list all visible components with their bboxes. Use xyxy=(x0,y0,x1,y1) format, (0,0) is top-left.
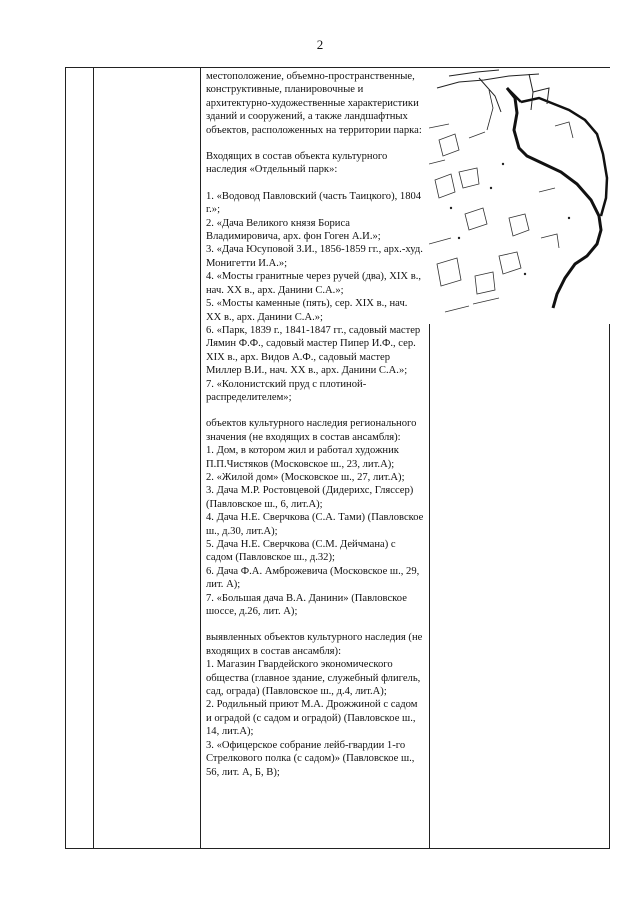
list-item: 6. Дача Ф.А. Амброжевича (Московское ш., 29, лит. А); xyxy=(206,565,420,591)
document-table xyxy=(65,67,610,849)
list-item: 5. «Мосты каменные (пять), сер. XIX в., нач. XX в., арх. Данини С.А.»; xyxy=(206,298,408,323)
list-item: 3. Дача М.Р. Ростовцевой (Дидерихс, Гляссер) (Павловское ш., 6, лит.А); xyxy=(206,485,414,510)
group2-heading: объектов культурного наследия регионального значения (не входящих в состав ансамбля): xyxy=(206,418,417,443)
column-divider-2 xyxy=(200,68,201,848)
page-number: 2 xyxy=(316,37,324,52)
description-column xyxy=(206,70,424,779)
list-item: 3. «Дача Юсуповой З.И., 1856-1859 гг., арх.-худ. Монигетти И.А.»; xyxy=(206,244,423,269)
list-item: 7. «Колонистский пруд с плотиной-распределителем»; xyxy=(206,378,367,403)
list-item: 1. «Водовод Павловский (часть Таицкого), 1804 г.»; xyxy=(206,190,422,216)
list-item: 2. «Дача Великого князя Бориса Владимировича, арх. фон Гоген А.И.»; xyxy=(206,217,381,243)
list-item: 7. «Большая дача В.А. Данини» (Павловское шоссе, д.26, лит. А); xyxy=(206,592,407,618)
list-item: 5. Дача Н.Е. Сверчкова (С.М. Дейчмана) с садом (Павловское ш., д.32); xyxy=(206,539,396,564)
park-boundary-map xyxy=(429,68,610,324)
list-item: 4. Дача Н.Е. Сверчкова (С.А. Тами) (Павловское ш., д.30, лит.А); xyxy=(206,512,424,537)
list-item: 4. «Мосты гранитные через ручей (два), XIX в., нач. XX в., арх. Данини С.А.»; xyxy=(206,271,422,296)
list-item: 2. Родильный приют М.А. Дрожжиной с садом и оградой (с садом и оградой) (Павловское ш., 14, лит.А); xyxy=(206,699,418,738)
group1-heading: Входящих в состав объекта культурного наследия «Отдельный парк»: xyxy=(206,151,388,176)
list-item: 1. Магазин Гвардейского экономического общества (главное здание, служебный флигель, сад, ограда) (Павловское ш., д.4, лит.А); xyxy=(206,659,421,698)
list-item: 6. «Парк, 1839 г., 1841-1847 гг., садовый мастер Лямин Ф.Ф., садовый мастер Пипер И.Ф., сер. XIX в., арх. Видов А.Ф., садовый мастер Миллер В.И., нач. XX в., арх. Данини С.А.»; xyxy=(206,324,421,377)
list-item: 3. «Офицерское собрание лейб-гвардии 1-го Стрелкового полка (с садом)» (Павловское ш., 56, лит. А, Б, В); xyxy=(206,739,415,778)
column-divider-1 xyxy=(93,68,94,848)
intro-text: местоположение, объемно-пространственные, конструктивные, планировочные и архитектурно-художественные характеристики зданий и сооружений, а также ландшафтных объектов, расположенных на территории парка: xyxy=(206,71,422,136)
list-item: 2. «Жилой дом» (Московское ш., 27, лит.А); xyxy=(206,471,405,483)
map-drawing xyxy=(429,68,610,324)
list-item: 1. Дом, в котором жил и работал художник П.П.Чистяков (Московское ш., 23, лит.А); xyxy=(206,445,399,470)
group3-heading: выявленных объектов культурного наследия (не входящих в состав ансамбля): xyxy=(206,632,423,657)
